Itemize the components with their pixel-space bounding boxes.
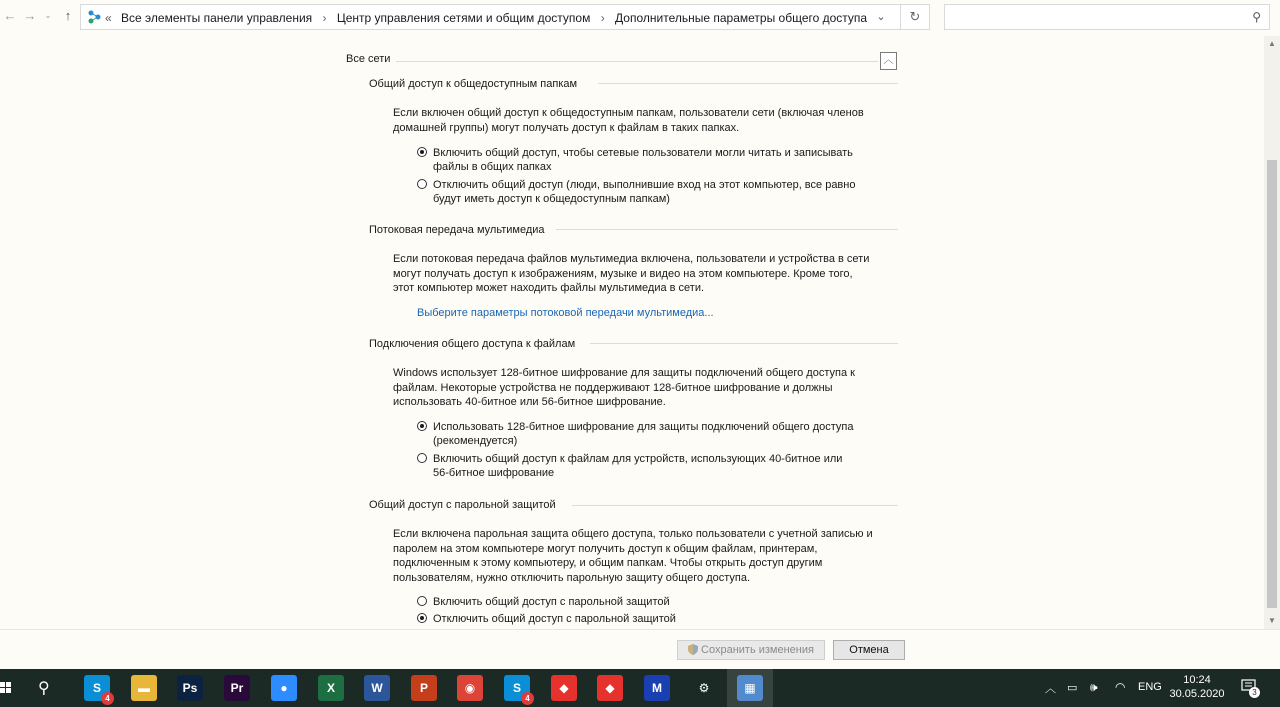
control-panel-icon[interactable]: ▦ xyxy=(737,675,763,701)
breadcrumb xyxy=(105,11,867,25)
sharing-settings-content xyxy=(0,36,1264,629)
notifications-icon[interactable] xyxy=(1241,679,1257,695)
chrome-icon[interactable]: ◉ xyxy=(457,675,483,701)
language-indicator[interactable]: ENG xyxy=(1138,681,1162,693)
taskbar xyxy=(0,669,1280,707)
refresh-icon[interactable]: ↻ xyxy=(900,5,929,29)
search-icon: ⚲ xyxy=(1252,10,1261,24)
battery-icon[interactable]: ▭ xyxy=(1067,682,1078,694)
save-changes-label: Сохранить изменения xyxy=(701,644,814,656)
unread-badge: 4 xyxy=(521,692,534,705)
description-line: файлам. Некоторые устройства не поддерживают 128-битное шифрование и должны xyxy=(393,381,833,394)
radio-button[interactable] xyxy=(417,453,427,463)
active-window-highlight xyxy=(727,669,773,707)
file-explorer-icon[interactable]: ▬ xyxy=(131,675,157,701)
recent-locations-chevron-icon[interactable]: ⌄ xyxy=(44,11,52,20)
breadcrumb-all-control-panel-items[interactable]: Все элементы панели управления xyxy=(121,11,313,25)
scroll-up-icon[interactable]: ▲ xyxy=(1268,39,1276,48)
notifications-count: 3 xyxy=(1249,687,1260,698)
search-icon[interactable]: ⚲ xyxy=(38,680,50,697)
premiere-icon[interactable]: Pr xyxy=(224,675,250,701)
network-icon xyxy=(87,10,101,24)
description-line: домашней группы) могут получать доступ к файлам в таких папках. xyxy=(393,121,740,134)
maxthon-icon[interactable]: M xyxy=(644,675,670,701)
scroll-down-icon[interactable]: ▼ xyxy=(1268,616,1276,625)
cancel-button[interactable]: Отмена xyxy=(833,640,905,660)
breadcrumb-separator[interactable]: › xyxy=(600,11,605,25)
section-title-password-protected-sharing: Общий доступ с парольной защитой xyxy=(369,499,562,511)
photoshop-icon[interactable]: Ps xyxy=(177,675,203,701)
section-divider xyxy=(598,83,898,84)
radio-button[interactable] xyxy=(417,613,427,623)
description-line: паролем на этом компьютере могут получить доступ к общим файлам, принтерам, xyxy=(393,542,818,555)
anydesk-2-icon[interactable]: ◆ xyxy=(597,675,623,701)
breadcrumb-advanced-sharing-settings[interactable]: Дополнительные параметры общего доступа xyxy=(615,11,868,25)
zoom-icon[interactable]: ● xyxy=(271,675,297,701)
description-line: этот компьютер может находить файлы мультимедиа в сети. xyxy=(393,282,705,294)
radio-label[interactable]: Отключить общий доступ (люди, выполнившие вход на этот компьютер, все равно будут иметь доступ к общедоступным папкам) xyxy=(433,179,856,205)
section-divider xyxy=(572,505,898,506)
settings-icon[interactable]: ⚙ xyxy=(691,675,717,701)
radio-button[interactable] xyxy=(417,421,427,431)
breadcrumb-separator[interactable]: › xyxy=(322,11,327,25)
forward-arrow-icon[interactable]: → xyxy=(23,8,37,23)
radio-label[interactable]: Включить общий доступ, чтобы сетевые пользователи могли читать и записывать файлы в общих папках xyxy=(433,147,853,173)
media-streaming-options-link[interactable]: Выберите параметры потоковой передачи мультимедиа... xyxy=(417,307,714,319)
section-description xyxy=(393,527,873,585)
radio-button[interactable] xyxy=(417,596,427,606)
wifi-icon[interactable]: ◠ xyxy=(1115,680,1126,694)
radio-label[interactable]: Включить общий доступ с парольной защитой xyxy=(433,596,670,608)
description-line: Windows использует 128-битное шифрование для защиты подключений общего доступа к xyxy=(393,367,855,379)
radio-label[interactable]: Отключить общий доступ с парольной защитой xyxy=(433,613,676,625)
section-title-media-streaming: Потоковая передача мультимедиа xyxy=(369,224,551,236)
radio-button[interactable] xyxy=(417,147,427,157)
up-arrow-icon[interactable]: ↑ xyxy=(64,8,72,23)
breadcrumb-overflow[interactable]: « xyxy=(105,11,112,25)
vertical-scrollbar[interactable] xyxy=(1264,36,1280,629)
section-title-public-folders: Общий доступ к общедоступным папкам xyxy=(369,78,583,90)
section-divider xyxy=(590,343,898,344)
uac-shield-icon xyxy=(688,644,698,655)
address-dropdown-icon[interactable]: ⌄ xyxy=(876,11,886,23)
description-line: подключенным к этому компьютеру, и общим папкам. Чтобы открыть доступ другим xyxy=(393,557,823,569)
radio-button[interactable] xyxy=(417,179,427,189)
skype-business-icon[interactable]: S 4 xyxy=(504,675,530,701)
breadcrumb-network-sharing-center[interactable]: Центр управления сетями и общим доступом xyxy=(336,11,591,25)
description-line: пользователям, нужно отключить парольную защиту общего доступа. xyxy=(393,571,751,584)
show-hidden-icons-chevron-icon[interactable]: ︿ xyxy=(1045,683,1056,695)
search-input[interactable] xyxy=(944,4,1270,30)
back-arrow-icon[interactable]: ← xyxy=(3,8,17,23)
word-icon[interactable]: W xyxy=(364,675,390,701)
save-changes-button[interactable] xyxy=(677,640,825,660)
radio-label[interactable]: Использовать 128-битное шифрование для защиты подключений общего доступа (рекомендуется) xyxy=(433,421,854,447)
dialog-footer xyxy=(0,629,1280,670)
section-description xyxy=(393,252,869,296)
powerpoint-icon[interactable]: P xyxy=(411,675,437,701)
description-line: Если включена парольная защита общего доступа, только пользователи с учетной записью и xyxy=(393,528,873,540)
volume-icon[interactable]: 🕪 xyxy=(1090,680,1098,694)
radio-label[interactable]: Включить общий доступ к файлам для устройств, использующих 40-битное или 56-битное шифрование xyxy=(433,453,843,479)
description-line: Если включен общий доступ к общедоступным папкам, пользователи сети (включая членов xyxy=(393,107,864,119)
section-divider xyxy=(556,229,898,230)
unread-badge: 4 xyxy=(101,692,114,705)
description-line: использовать 40-битное или 56-битное шифрование. xyxy=(393,396,666,408)
navigation-bar xyxy=(0,0,1280,36)
description-line: Если потоковая передача файлов мультимедиа включена, пользователи и устройства в сети xyxy=(393,253,870,265)
clock-date: 30.05.2020 xyxy=(1169,688,1225,700)
group-divider xyxy=(396,61,878,62)
description-line: могут получать доступ к изображениям, музыке и видео на этом компьютере. Кроме того, xyxy=(393,267,853,280)
clock-time: 10:24 xyxy=(1183,674,1211,686)
section-title-file-sharing-connections: Подключения общего доступа к файлам xyxy=(369,338,581,350)
excel-icon[interactable]: X xyxy=(318,675,344,701)
collapse-group-button[interactable]: ︿ xyxy=(880,52,897,70)
group-title-all-networks: Все сети xyxy=(346,53,396,65)
anydesk-icon[interactable]: ◆ xyxy=(551,675,577,701)
skype-icon[interactable]: S 4 xyxy=(84,675,110,701)
clock[interactable] xyxy=(1167,673,1227,701)
address-bar[interactable] xyxy=(80,4,930,30)
section-description xyxy=(393,366,855,410)
scrollbar-thumb[interactable] xyxy=(1267,160,1277,608)
section-description xyxy=(393,106,864,135)
start-windows-icon[interactable] xyxy=(0,680,12,696)
